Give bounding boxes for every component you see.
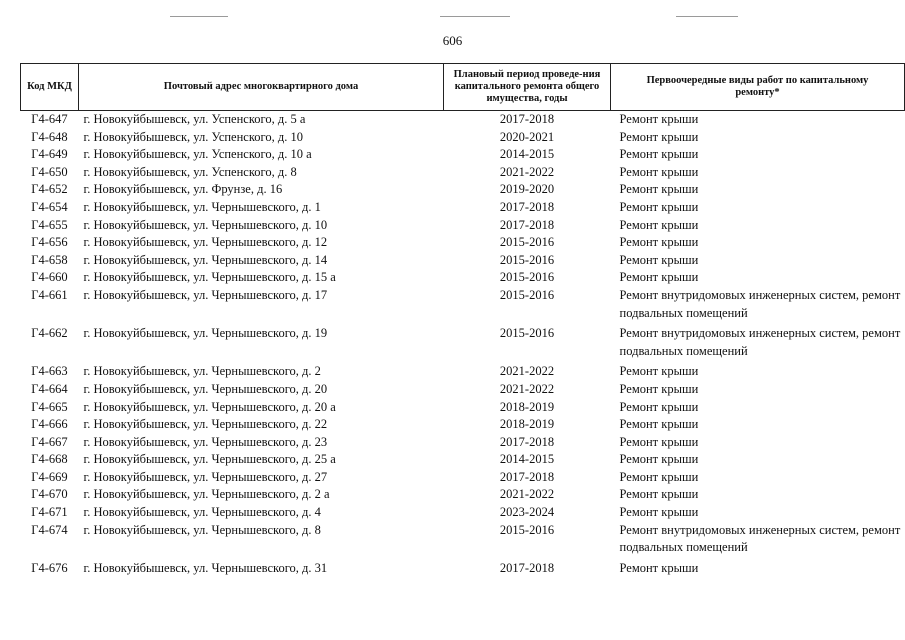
table-row: [21, 560, 905, 578]
row-code: Г4-664: [31, 381, 68, 396]
row-address: г. Новокуйбышевск, ул. Чернышевского, д. 19: [83, 326, 328, 341]
row-period: 2017-2018: [499, 469, 555, 484]
header-works: Первоочередные виды работ по капитальному ремонту*: [611, 64, 905, 111]
table-row: [21, 217, 905, 235]
row-works: Ремонт крыши: [619, 270, 699, 285]
row-code: Г4-648: [31, 129, 68, 144]
row-code: Г4-656: [31, 235, 68, 250]
row-address: г. Новокуйбышевск, ул. Чернышевского, д. 10: [83, 217, 328, 232]
row-works: Ремонт крыши: [619, 147, 699, 162]
row-period: 2014-2015: [499, 147, 555, 162]
row-address: г. Новокуйбышевск, ул. Чернышевского, д. 25 а: [83, 452, 336, 467]
row-address: г. Новокуйбышевск, ул. Успенского, д. 10: [83, 129, 303, 144]
row-period: 2020-2021: [499, 129, 555, 144]
row-period: 2019-2020: [499, 182, 555, 197]
table-row: [21, 269, 905, 287]
row-code: Г4-670: [31, 487, 68, 502]
row-period: 2015-2016: [499, 270, 555, 285]
table-row: [21, 381, 905, 399]
row-code: Г4-650: [31, 164, 68, 179]
row-period: 2015-2016: [499, 522, 555, 537]
row-address: г. Новокуйбышевск, ул. Чернышевского, д. 17: [83, 287, 328, 302]
row-works: Ремонт крыши: [619, 129, 699, 144]
row-code: Г4-674: [31, 522, 68, 537]
row-period: 2021-2022: [499, 487, 555, 502]
row-address: г. Новокуйбышевск, ул. Успенского, д. 8: [83, 164, 297, 179]
header-address: Почтовый адрес многоквартирного дома: [79, 64, 444, 111]
row-address: г. Новокуйбышевск, ул. Чернышевского, д. 20: [83, 381, 328, 396]
table-row: [21, 199, 905, 217]
row-works: Ремонт крыши: [619, 381, 699, 396]
row-address: г. Новокуйбышевск, ул. Чернышевского, д. 23: [83, 434, 328, 449]
row-period: 2018-2019: [499, 417, 555, 432]
row-period: 2014-2015: [499, 452, 555, 467]
row-address: г. Новокуйбышевск, ул. Чернышевского, д. 8: [83, 522, 321, 537]
row-period: 2018-2019: [499, 399, 555, 414]
row-code: Г4-668: [31, 452, 68, 467]
row-code: Г4-660: [31, 270, 68, 285]
row-works: Ремонт крыши: [619, 252, 699, 267]
row-code: Г4-661: [31, 287, 68, 302]
row-code: Г4-663: [31, 364, 68, 379]
row-works: Ремонт крыши: [619, 399, 699, 414]
table-row: [21, 287, 905, 325]
table-row: [21, 416, 905, 434]
table-body: [21, 111, 905, 578]
row-code: Г4-669: [31, 469, 68, 484]
row-period: 2017-2018: [499, 434, 555, 449]
row-address: г. Новокуйбышевск, ул. Успенского, д. 5 а: [83, 112, 306, 126]
row-address: г. Новокуйбышевск, ул. Чернышевского, д. 2: [83, 364, 321, 379]
row-period: 2017-2018: [499, 560, 555, 575]
row-address: г. Новокуйбышевск, ул. Чернышевского, д. 14: [83, 252, 328, 267]
row-works: Ремонт крыши: [619, 235, 699, 250]
table-row: [21, 164, 905, 182]
table-row: [21, 486, 905, 504]
row-period: 2021-2022: [499, 381, 555, 396]
row-address: г. Новокуйбышевск, ул. Чернышевского, д. 20 а: [83, 399, 336, 414]
table-row: [21, 469, 905, 487]
row-period: 2015-2016: [499, 326, 555, 341]
table-header-row: [21, 64, 905, 111]
row-period: 2021-2022: [499, 164, 555, 179]
row-code: Г4-676: [31, 560, 68, 575]
row-address: г. Новокуйбышевск, ул. Чернышевского, д. 1: [83, 199, 321, 214]
row-address: г. Новокуйбышевск, ул. Чернышевского, д. 22: [83, 417, 328, 432]
row-code: Г4-652: [31, 182, 68, 197]
row-works: Ремонт крыши: [619, 364, 699, 379]
scan-artifact-center: [440, 16, 510, 17]
scan-artifact-right: [676, 16, 738, 17]
row-address: г. Новокуйбышевск, ул. Чернышевского, д. 15 а: [83, 270, 336, 285]
table-row: [21, 129, 905, 147]
row-code: Г4-658: [31, 252, 68, 267]
row-code: Г4-662: [31, 326, 68, 341]
row-code: Г4-647: [31, 112, 68, 126]
row-period: 2017-2018: [499, 112, 555, 126]
row-works: Ремонт крыши: [619, 434, 699, 449]
table-row: [21, 504, 905, 522]
row-works: Ремонт крыши: [619, 199, 699, 214]
row-code: Г4-654: [31, 199, 68, 214]
row-code: Г4-666: [31, 417, 68, 432]
row-address: г. Новокуйбышевск, ул. Успенского, д. 10 а: [83, 147, 312, 162]
row-code: Г4-655: [31, 217, 68, 232]
table-row: [21, 252, 905, 270]
header-period: Плановый период проведе-ния капитального ремонта общего имущества, годы: [444, 64, 611, 111]
table-row: [21, 234, 905, 252]
row-works: Ремонт крыши: [619, 182, 699, 197]
row-works: Ремонт внутридомовых инженерных систем, ремонт подвальных помещений: [619, 287, 901, 320]
row-address: г. Новокуйбышевск, ул. Чернышевского, д. 12: [83, 235, 328, 250]
row-code: Г4-667: [31, 434, 68, 449]
row-address: г. Новокуйбышевск, ул. Чернышевского, д. 27: [83, 469, 328, 484]
row-address: г. Новокуйбышевск, ул. Фрунзе, д. 16: [83, 182, 283, 197]
row-code: Г4-671: [31, 505, 68, 520]
table-row: [21, 399, 905, 417]
row-address: г. Новокуйбышевск, ул. Чернышевского, д. 2 а: [83, 487, 330, 502]
row-code: Г4-665: [31, 399, 68, 414]
table-row: [21, 363, 905, 381]
row-period: 2017-2018: [499, 217, 555, 232]
row-period: 2021-2022: [499, 364, 555, 379]
header-code: Код МКД: [21, 64, 79, 111]
table-row: [21, 146, 905, 164]
repair-schedule-table: [20, 63, 905, 577]
row-works: Ремонт крыши: [619, 217, 699, 232]
row-code: Г4-649: [31, 147, 68, 162]
row-period: 2017-2018: [499, 199, 555, 214]
table-row: [21, 325, 905, 363]
scan-artifact-left: [170, 16, 228, 17]
row-works: Ремонт внутридомовых инженерных систем, ремонт подвальных помещений: [619, 522, 901, 555]
table-row: [21, 451, 905, 469]
row-works: Ремонт внутридомовых инженерных систем, ремонт подвальных помещений: [619, 326, 901, 358]
row-works: Ремонт крыши: [619, 452, 699, 467]
row-works: Ремонт крыши: [619, 560, 699, 575]
row-works: Ремонт крыши: [619, 469, 699, 484]
row-address: г. Новокуйбышевск, ул. Чернышевского, д. 4: [83, 505, 321, 520]
row-works: Ремонт крыши: [619, 164, 699, 179]
row-period: 2015-2016: [499, 287, 555, 302]
table-row: [21, 434, 905, 452]
row-works: Ремонт крыши: [619, 112, 699, 126]
row-period: 2015-2016: [499, 235, 555, 250]
row-period: 2023-2024: [499, 505, 555, 520]
row-works: Ремонт крыши: [619, 487, 699, 502]
table-row: [21, 522, 905, 560]
row-address: г. Новокуйбышевск, ул. Чернышевского, д. 31: [83, 560, 328, 575]
table-row: [21, 111, 905, 129]
row-works: Ремонт крыши: [619, 505, 699, 520]
row-period: 2015-2016: [499, 252, 555, 267]
table-row: [21, 181, 905, 199]
page-number: 606: [442, 33, 463, 48]
row-works: Ремонт крыши: [619, 417, 699, 432]
